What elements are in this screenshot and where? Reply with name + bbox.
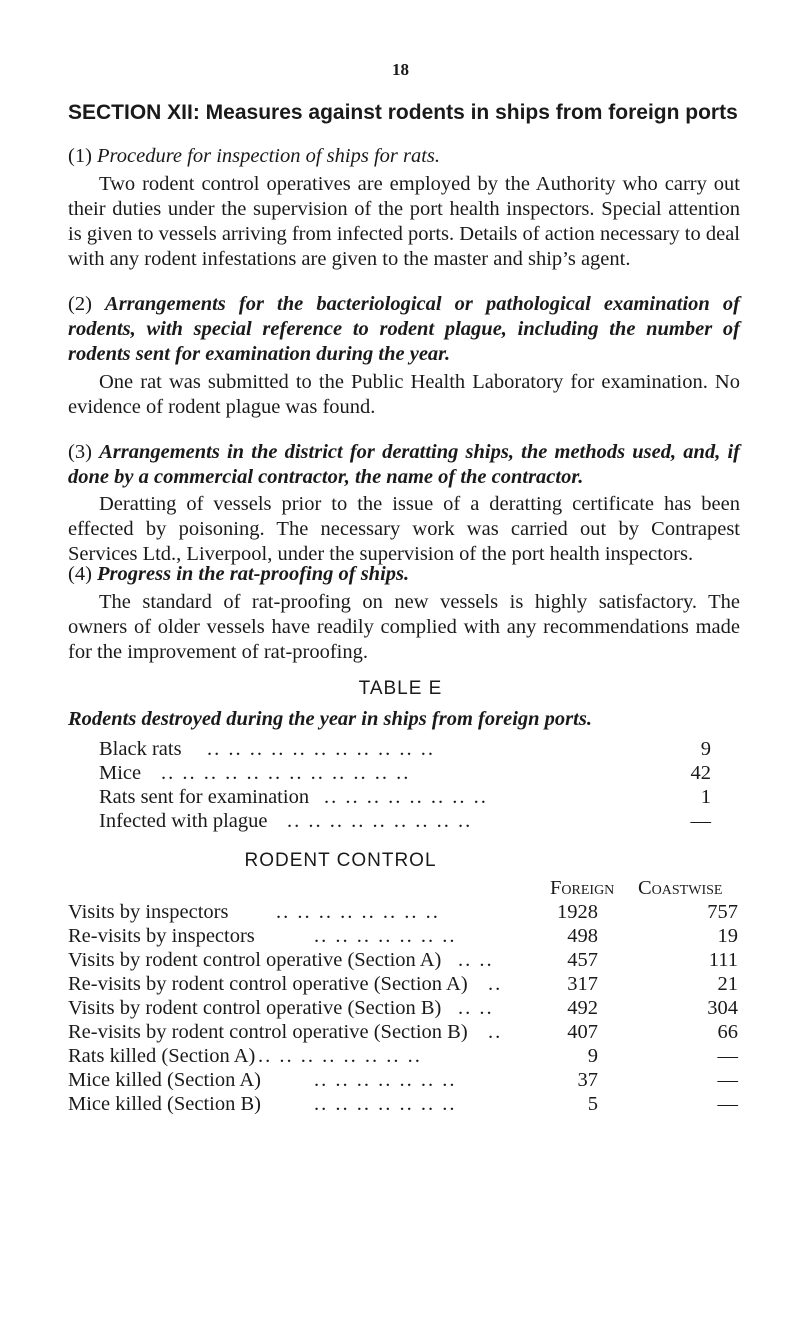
rc-coastwise-value: 304: [707, 997, 738, 1019]
leader-dots: .. .. .. .. .. .. ..: [314, 925, 457, 947]
rc-coastwise-value: 21: [717, 973, 738, 995]
rc-foreign-value: 5: [587, 1093, 598, 1115]
leader-dots: .. .. .. .. .. .. .. .. .. .. .. ..: [161, 762, 411, 784]
col-coastwise-header: Coastwise: [638, 877, 723, 899]
rc-label: Re-visits by inspectors: [68, 925, 255, 947]
rc-label: Visits by inspectors: [68, 901, 229, 923]
table-e-label: Mice: [99, 762, 142, 784]
leader-dots: ..: [488, 973, 503, 995]
rc-label: Rats killed (Section A): [68, 1045, 256, 1067]
item-1-text: Two rodent control operatives are employed by the Authority who carry out their duties under the supervision of the port health inspectors. Special attention is given to vessels arriving from infected ports. Details of action necessary to deal with any rodent infestations are given to the master and ship’s agent.: [68, 173, 740, 270]
leader-dots: .. ..: [458, 949, 494, 971]
item-3-heading: [68, 440, 740, 490]
item-4-title: Progress in the rat-proofing of ships.: [97, 563, 410, 585]
item-1-number: (1): [68, 145, 92, 167]
item-2-text: One rat was submitted to the Public Health Laboratory for examination. No evidence of rodent plague was found.: [68, 371, 740, 418]
rc-coastwise-value: 19: [717, 925, 738, 947]
rc-label: Mice killed (Section A): [68, 1069, 261, 1091]
item-3-text: Deratting of vessels prior to the issue of a deratting certificate has been effected by poisoning. The necessary work was carried out by Contrapest Services Ltd., Liverpool, under the supervision of the port health inspectors.: [68, 493, 740, 565]
table-e-value: —: [690, 810, 711, 832]
leader-dots: .. ..: [458, 997, 494, 1019]
rodent-control-title: RODENT CONTROL: [244, 850, 437, 871]
rc-coastwise-value: 757: [707, 901, 738, 923]
item-4-heading: [68, 562, 740, 587]
leader-dots: .. .. .. .. .. .. ..: [314, 1093, 457, 1115]
item-2-number: (2): [68, 293, 92, 315]
leader-dots: .. .. .. .. .. .. .. ..: [258, 1045, 422, 1067]
item-3-number: (3): [68, 441, 92, 463]
leader-dots: .. .. .. .. .. .. .. ..: [276, 901, 440, 923]
rc-foreign-value: 407: [567, 1021, 598, 1043]
table-e-value: 1: [700, 786, 711, 808]
rc-foreign-value: 457: [567, 949, 598, 971]
item-4-number: (4): [68, 563, 92, 585]
leader-dots: .. .. .. .. .. .. .. ..: [324, 786, 488, 808]
item-4-text: The standard of rat-proofing on new vessels is highly satisfactory. The owners of older vessels have readily complied with any recommendations made for the improvement of rat-proofing.: [68, 591, 740, 663]
item-2-title: Arrangements for the bacteriological or pathological examination of rodents, with special reference to rodent plague, including the number of rodents sent for examination during the year.: [68, 293, 740, 365]
item-1-heading: [68, 144, 740, 169]
col-foreign-header: Foreign: [550, 877, 615, 899]
table-e-value: 42: [690, 762, 711, 784]
rc-coastwise-value: —: [717, 1093, 738, 1115]
rc-coastwise-value: 66: [717, 1021, 738, 1043]
rc-label: Re-visits by rodent control operative (Section A): [68, 973, 468, 995]
table-e-caption: Rodents destroyed during the year in ships from foreign ports.: [68, 708, 592, 730]
table-e-value: 9: [700, 738, 711, 760]
leader-dots: .. .. .. .. .. .. .. .. ..: [287, 810, 473, 832]
rc-label: Re-visits by rodent control operative (Section B): [68, 1021, 468, 1043]
rc-coastwise-value: 111: [708, 949, 738, 971]
leader-dots: ..: [488, 1021, 503, 1043]
rc-foreign-value: 37: [577, 1069, 598, 1091]
rc-foreign-value: 492: [567, 997, 598, 1019]
leader-dots: .. .. .. .. .. .. ..: [314, 1069, 457, 1091]
item-2-heading: [68, 292, 740, 367]
rc-coastwise-value: —: [717, 1045, 738, 1067]
rc-label: Mice killed (Section B): [68, 1093, 261, 1115]
rc-foreign-value: 9: [587, 1045, 598, 1067]
table-e-title: TABLE E: [358, 678, 443, 699]
rc-foreign-value: 498: [567, 925, 598, 947]
rc-label: Visits by rodent control operative (Section A): [68, 949, 442, 971]
rc-foreign-value: 1928: [557, 901, 598, 923]
rc-foreign-value: 317: [567, 973, 598, 995]
rc-label: Visits by rodent control operative (Section B): [68, 997, 442, 1019]
rc-coastwise-value: —: [717, 1069, 738, 1091]
table-e-label: Black rats: [99, 738, 182, 760]
section-title: SECTION XII: Measures against rodents in ships from foreign ports: [68, 101, 738, 124]
item-1-title: Procedure for inspection of ships for rats.: [97, 145, 441, 167]
page-number: 18: [392, 60, 409, 79]
item-3-title: Arrangements in the district for deratting ships, the methods used, and, if done by a commercial contractor, the name of the contractor.: [68, 441, 741, 488]
table-e-label: Infected with plague: [99, 810, 268, 832]
leader-dots: .. .. .. .. .. .. .. .. .. .. ..: [207, 738, 435, 760]
table-e-label: Rats sent for examination: [99, 786, 310, 808]
